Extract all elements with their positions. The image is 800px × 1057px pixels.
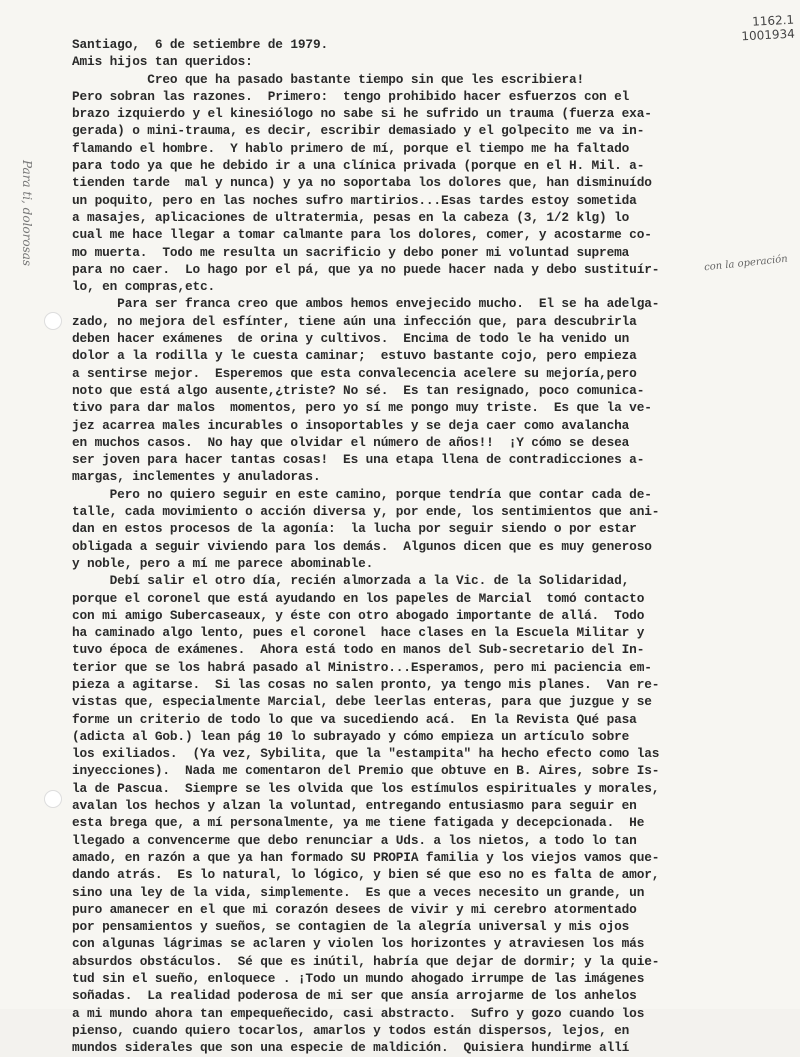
letter-line: Para ser franca creo que ambos hemos envejecido mucho. El se ha adelga- xyxy=(72,296,660,312)
letter-line: cual me hace llegar a tomar calmante para los dolores, comer, y acostarme co- xyxy=(72,227,652,243)
letter-line: a sentirse mejor. Esperemos que esta convalecencia acelere su mejoría,pero xyxy=(72,365,637,381)
letter-line: Pero no quiero seguir en este camino, porque tendría que contar cada de- xyxy=(72,486,652,502)
letter-line: mundos siderales que son una especie de maldición. Quisiera hundirme allí xyxy=(72,1040,630,1056)
letter-line: tienden tarde mal y nunca) y ya no soportaba los dolores que, han disminuído xyxy=(72,175,652,191)
letter-line: absurdos obstáculos. Sé que es inútil, habría que dejar de dormir; y la quie- xyxy=(72,953,660,969)
letter-line: talle, cada movimiento o acción diversa y, por ende, los sentimientos que ani- xyxy=(72,504,660,520)
letter-line: para no caer. Lo hago por el pá, que ya no puede hacer nada y debo sustituír- xyxy=(72,261,660,277)
letter-line: Debí salir el otro día, recién almorzada a la Vic. de la Solidaridad, xyxy=(72,573,630,589)
letter-line: vistas que, especialmente Marcial, debe leerlas enteras, para que juzgue y se xyxy=(72,694,652,710)
letter-line: puro amanecer en el que mi corazón desees de vivir y mi cerebro atormentado xyxy=(72,901,637,917)
letter-line: la de Pascua. Siempre se les olvida que los estímulos espirituales y morales, xyxy=(72,780,660,796)
letter-line: dan en estos procesos de la agonía: la lucha por seguir siendo o por estar xyxy=(72,521,637,537)
letter-line: a mi mundo ahora tan empequeñecido, casi abstracto. Sufro y gozo cuando los xyxy=(72,1005,645,1021)
letter-line: terior que se los habrá pasado al Ministro...Esperamos, pero mi paciencia em- xyxy=(72,659,652,675)
letter-line: llegado a convencerme que debo renunciar a Uds. a los nietos, a todo lo tan xyxy=(72,832,637,848)
letter-line: para todo ya que he debido ir a una clínica privada (porque en el H. Mil. a- xyxy=(72,158,645,174)
letter-line: dolor a la rodilla y le cuesta caminar; estuvo bastante cojo, pero empieza xyxy=(72,348,637,364)
letter-line: noto que está algo ausente,¿triste? No sé. Es tan resignado, poco comunica- xyxy=(72,382,645,398)
letter-line: con mi amigo Subercaseaux, y éste con otro abogado importante de allá. Todo xyxy=(72,607,645,623)
punch-hole-top xyxy=(44,312,62,330)
letter-line: forme un criterio de todo lo que va sucediendo acá. En la Revista Qué pasa xyxy=(72,711,637,727)
letter-line: (adicta al Gob.) lean pág 10 lo subrayado y cómo empieza un artículo sobre xyxy=(72,728,630,744)
letter-line: obligada a seguir viviendo para los demás. Algunos dicen que es muy generoso xyxy=(72,538,652,554)
letter-line: pienso, cuando quiero tocarlos, amarlos y todos están dispersos, lejos, en xyxy=(72,1022,630,1038)
letter-line: avalan los hechos y alzan la voluntad, entregando entusiasmo para seguir en xyxy=(72,798,637,814)
archive-code-2: 1001934 xyxy=(740,26,795,44)
letter-line: Santiago, 6 de setiembre de 1979. xyxy=(72,37,328,52)
letter-line: mo muerta. Todo me resulta un sacrificio y debo poner mi voluntad suprema xyxy=(72,244,630,260)
letter-line: dando atrás. Es lo natural, lo lógico, y bien sé que eso no es falta de amor, xyxy=(72,867,660,883)
letter-line: tuvo época de exámenes. Ahora está todo en manos del Sub-secretario del In- xyxy=(72,642,645,658)
letter-line: esta brega que, a mí personalmente, ya me tiene fatigada y decepcionada. He xyxy=(72,815,645,831)
handwritten-annotation: con la operación xyxy=(703,253,789,274)
letter-line: y noble, pero a mí me parece abominable. xyxy=(72,555,374,571)
letter-line: jez acarrea males incurables o insoportables y se deja caer como avalancha xyxy=(72,417,630,433)
letter-line: a masajes, aplicaciones de ultratermia, pesas en la cabeza (3, 1/2 klg) lo xyxy=(72,209,630,225)
letter-line: ser joven para hacer tantas cosas! Es una etapa llena de contradicciones a- xyxy=(72,452,645,468)
letter-line: flamando el hombre. Y hablo primero de mí, porque el tiempo me ha faltado xyxy=(72,140,630,156)
letter-line: por pensamientos y sueños, se contagien de la alegría universal y mis ojos xyxy=(72,919,630,935)
letter-line: gerada) o mini-trauma, es decir, escribir demasiado y el golpecito me va in- xyxy=(72,123,645,139)
letter-line: ha caminado algo lento, pues el coronel hace clases en la Escuela Militar y xyxy=(72,625,645,641)
letter-line: inyecciones). Nada me comentaron del Premio que obtuve en B. Aires, sobre Is- xyxy=(72,763,660,779)
letter-line: Creo que ha pasado bastante tiempo sin que les escribiera! xyxy=(72,71,584,87)
letter-line: amado, en razón a que ya han formado SU PROPIA familia y los viejos vamos que- xyxy=(72,849,660,865)
letter-line: un poquito, pero en las noches sufro martirios...Esas tardes estoy sometida xyxy=(72,192,637,208)
letter-line: sino una ley de la vida, simplemente. Es que a veces necesito un grande, un xyxy=(72,884,645,900)
letter-line: lo, en compras,etc. xyxy=(72,279,216,295)
letter-line: zado, no mejora del esfínter, tiene aún una infección que, para descubrirla xyxy=(72,313,637,329)
letter-line: con algunas lágrimas se aclaren y violen los horizontes y atraviesen los más xyxy=(72,936,645,952)
letter-line: los exiliados. (Ya vez, Sybilita, que la "estampita" ha hecho efecto como las xyxy=(72,746,660,762)
archive-code-1: 1162.1 xyxy=(751,12,794,29)
letter-line: deben hacer exámenes de orina y cultivos. Encima de todo le ha venido un xyxy=(72,331,630,347)
letter-line: Amis hijos tan queridos: xyxy=(72,54,253,70)
letter-line: en muchos casos. No hay que olvidar el número de años!! ¡Y cómo se desea xyxy=(72,434,630,450)
punch-hole-bottom xyxy=(44,790,62,808)
letter-line: porque el coronel que está ayudando en los papeles de Marcial tomó contacto xyxy=(72,590,645,606)
letter-line: Pero sobran las razones. Primero: tengo prohibido hacer esfuerzos con el xyxy=(72,88,630,104)
letter-line: tud sin el sueño, enloquece . ¡Todo un mundo ahogado irrumpe de las imágenes xyxy=(72,971,645,987)
letter-line: pieza a agitarse. Si las cosas no salen pronto, ya tengo mis planes. Van re- xyxy=(72,676,660,692)
letter-line: tivo para dar malos momentos, pero yo sí me pongo muy triste. Es que la ve- xyxy=(72,400,652,416)
letter-line: margas, inclementes y anuladoras. xyxy=(72,469,321,485)
letter-body xyxy=(72,36,778,1057)
letter-line: soñadas. La realidad poderosa de mi ser que ansía arrojarme de los anhelos xyxy=(72,988,637,1004)
letter-line: brazo izquierdo y el kinesiólogo no sabe si he sufrido un trauma (fuerza exa- xyxy=(72,106,652,122)
margin-handwritten-note: Para ti, dolorosas xyxy=(20,160,34,267)
